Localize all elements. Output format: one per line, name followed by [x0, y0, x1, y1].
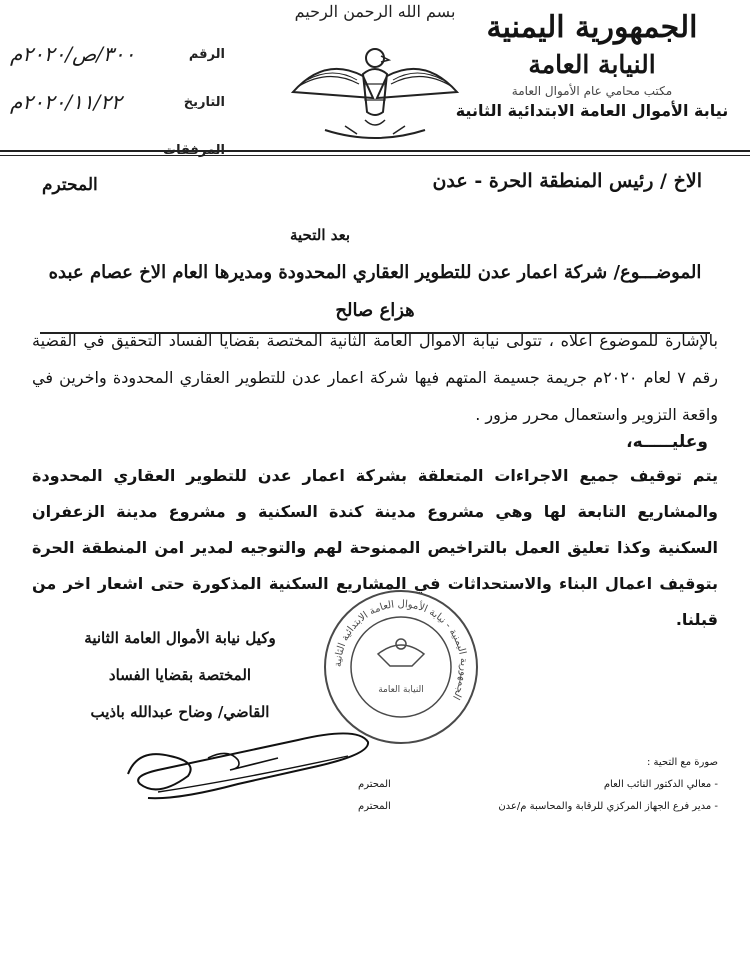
copy-recipient: [358, 796, 718, 818]
authority-name: النيابة العامة: [528, 50, 656, 79]
letter-metadata: [10, 30, 225, 174]
country-name: الجمهورية اليمنية: [486, 10, 698, 45]
signer-name: القاضي/ وضاح عبدالله باذيب: [90, 703, 270, 721]
copy-recipient-name: - معالي الدكتور النائب العام: [603, 779, 718, 790]
date-row: [10, 78, 225, 126]
letterhead: [442, 8, 742, 122]
accordingly-heading: وعليـــــه،: [626, 432, 708, 452]
copy-recipient-name: - مدير فرع الجهاز المركزي للرقابة والمحاسبة م/عدن: [498, 801, 718, 812]
header-divider: [0, 150, 750, 152]
eagle-emblem-icon: [285, 34, 465, 144]
signature-block: [30, 620, 330, 731]
copy-recipient: [358, 774, 718, 796]
letter-date: ٢٠٢٠/١١/٢٢م: [10, 90, 122, 114]
copies-title: صورة مع التحية :: [647, 757, 718, 768]
reference-number: ٣٠٠/ص/٢٠٢٠م: [10, 42, 136, 66]
greeting: بعد التحية: [289, 226, 351, 244]
prosecution-name: نيابة الأموال العامة الابتدائية الثانية: [455, 101, 729, 120]
paragraph-reference: بالإشارة للموضوع اعلاه ، تتولى نيابة الاموال العامة الثانية المختصة بقضايا الفساد التحقيق في القضية رقم ٧ لعام ٢٠٢٠م جريمة جسيمة المتهم فيها شركة اعمار عدن للتطوير العقاري المحدودة واخرين في واقعة التزوير واستعمال محرر مزور .: [32, 331, 719, 424]
addressee: الاخ / رئيس المنطقة الحرة - عدن: [432, 170, 702, 192]
copy-recipient-title: المحترم: [358, 779, 391, 790]
basmala: بسم الله الرحمن الرحيم: [294, 2, 456, 21]
stamp-ring-text: الجمهورية اليمنية - نيابة الأموال العامة الابتدائية الثانية: [332, 598, 470, 702]
reference-label: الرقم: [188, 46, 225, 62]
signer-department: المختصة بقضايا الفساد: [108, 666, 252, 684]
reference-row: [10, 30, 225, 78]
copy-recipient-title: المحترم: [358, 801, 391, 812]
copies-block: [358, 752, 718, 818]
handwritten-signature-icon: [118, 718, 378, 808]
signer-position: وكيل نيابة الأموال العامة الثانية: [84, 629, 276, 647]
respected-title: المحترم: [42, 175, 98, 195]
header-divider-thin: [0, 155, 750, 156]
stamp-center-text: النيابة العامة: [378, 685, 424, 695]
paragraph-directive: يتم توقيف جميع الاجراءات المتعلقة بشركة اعمار عدن للتطوير العقاري المحدودة والمشاريع التابعة لها وهي مشروع مدينة كندة السكنية و مشروع مدينة الزعفران السكنية وكذا تعليق العمل بالتراخيص الممنوحة لهم والتوجيه لمدير امن المنطقة الحرة بتوقيف اعمال البناء والاستحداثات في المشاريع السكنية المذكورة حتى اشعار اخر من قبلنا.: [32, 466, 718, 629]
office-name: مكتب محامي عام الأموال العامة: [511, 84, 673, 98]
subject-text: الموضـــوع/ شركة اعمار عدن للتطوير العقاري المحدودة ومديرها العام الاخ عصام عبده هزاع صالح: [40, 254, 710, 334]
date-label: التاريخ: [183, 94, 225, 110]
